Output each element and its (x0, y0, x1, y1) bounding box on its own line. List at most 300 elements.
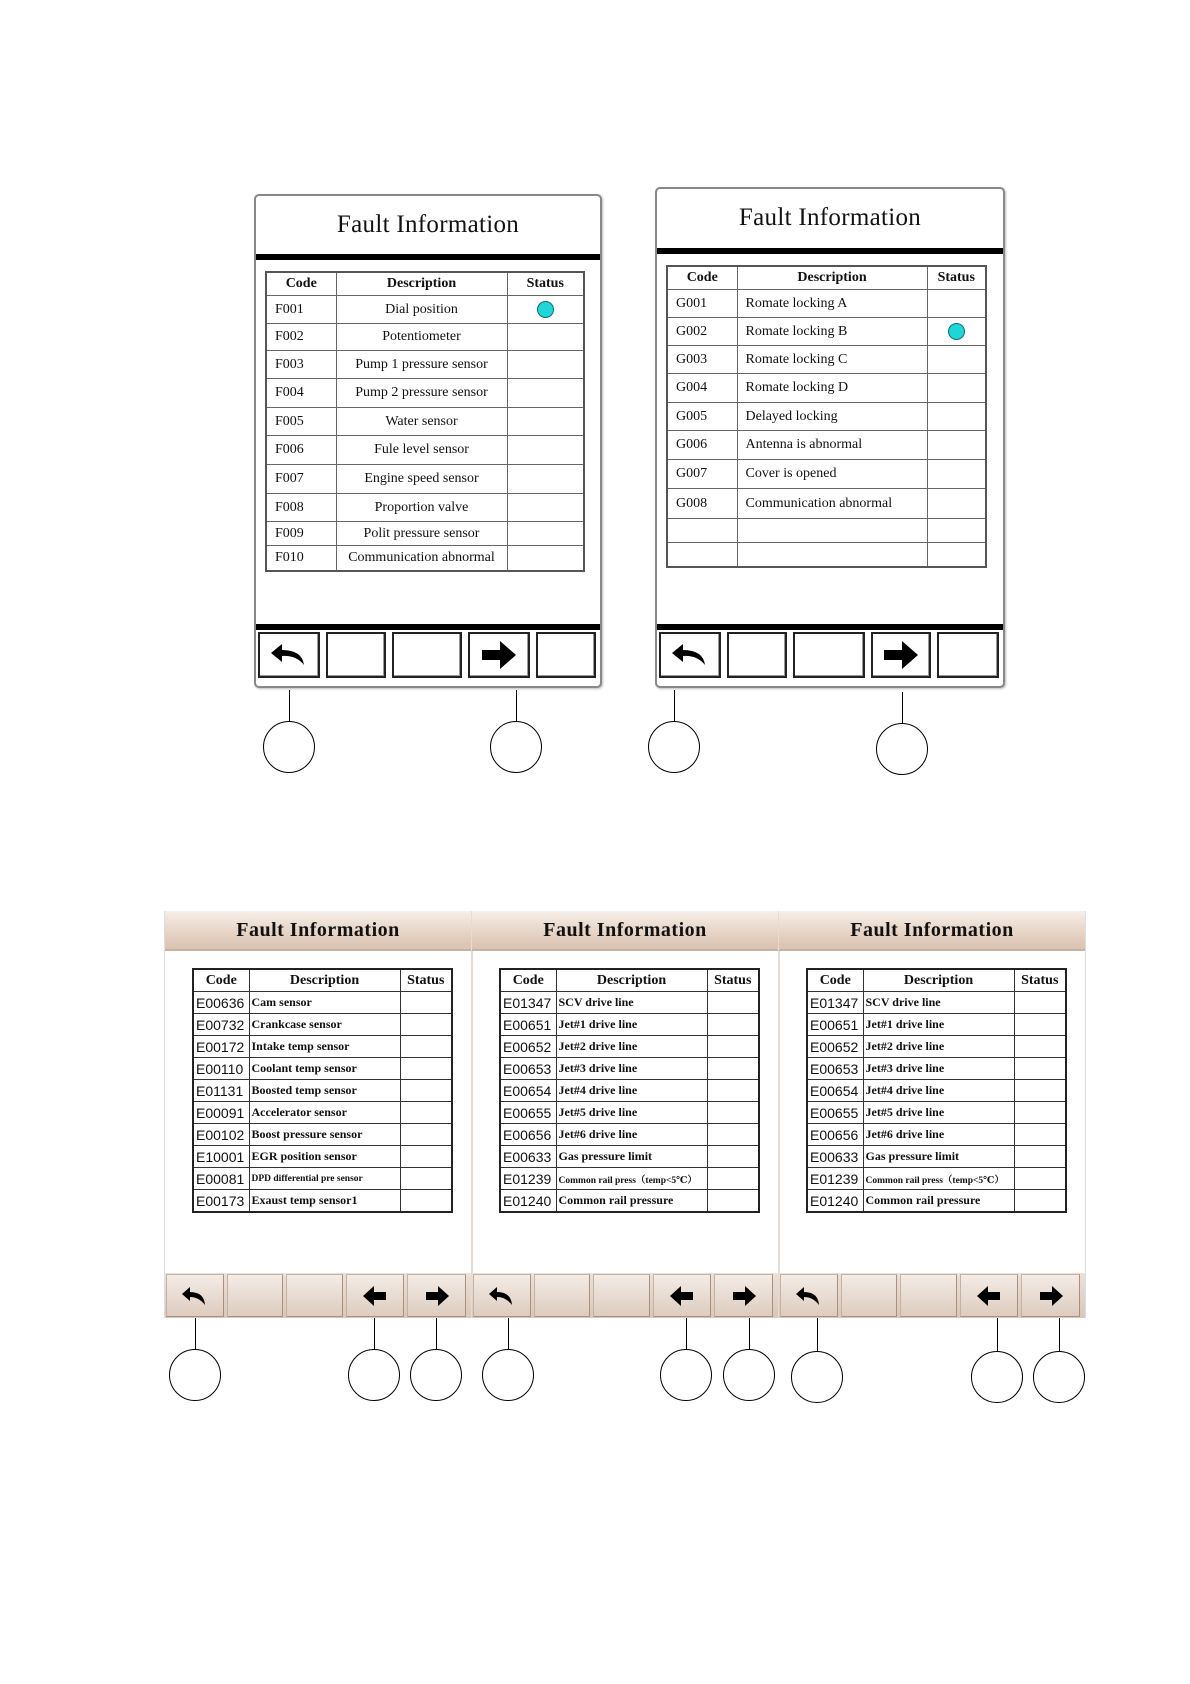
fault-status (927, 374, 986, 403)
table-row[interactable] (266, 324, 584, 351)
fault-description: Pump 2 pressure sensor (336, 379, 507, 408)
fault-table (806, 968, 1067, 1213)
fault-description: Romate locking C (737, 346, 927, 374)
empty-button-2[interactable] (793, 632, 865, 678)
fault-status (400, 1168, 452, 1190)
fault-table (192, 968, 453, 1213)
back-button[interactable] (659, 632, 721, 678)
fault-description: Polit pressure sensor (336, 522, 507, 546)
left-arrow-icon (667, 1283, 697, 1309)
back-arrow-icon (487, 1283, 517, 1309)
button-row (657, 630, 1003, 680)
fault-code (667, 543, 737, 567)
fault-code: F006 (266, 436, 336, 465)
callout-circle (876, 723, 928, 775)
table-row[interactable] (266, 494, 584, 522)
fault-description: Common rail press（temp<5℃） (556, 1168, 707, 1190)
fault-code: E00656 (807, 1124, 863, 1146)
table-row[interactable] (193, 1036, 452, 1058)
fault-status (400, 1190, 452, 1213)
table-row[interactable] (500, 1146, 759, 1168)
fault-description: Boost pressure sensor (249, 1124, 400, 1146)
callout-circle (1033, 1351, 1085, 1403)
callout-line (749, 1318, 750, 1350)
fault-description: Communication abnormal (336, 546, 507, 571)
right-arrow-icon (478, 638, 520, 672)
fault-status (927, 290, 986, 318)
fault-code: G006 (667, 431, 737, 460)
table-row[interactable] (667, 431, 986, 460)
fault-code: E01239 (500, 1168, 556, 1190)
fault-description: Jet#3 drive line (863, 1058, 1014, 1080)
table-header-row (500, 969, 759, 992)
fault-description: Engine speed sensor (336, 465, 507, 494)
fault-table (265, 271, 585, 572)
fault-code: F010 (266, 546, 336, 571)
fault-code: F005 (266, 408, 336, 436)
fault-code: E00091 (193, 1102, 249, 1124)
next-page-button[interactable] (407, 1274, 466, 1317)
fault-code: E00655 (807, 1102, 863, 1124)
fault-description: Jet#5 drive line (556, 1102, 707, 1124)
fault-code: E00653 (500, 1058, 556, 1080)
fault-code: E01347 (807, 992, 863, 1014)
table-row[interactable] (266, 546, 584, 571)
fault-code: G004 (667, 374, 737, 403)
header-status: Status (707, 969, 759, 992)
fault-code: E00652 (807, 1036, 863, 1058)
status-active-icon (948, 323, 965, 340)
fault-code: G007 (667, 460, 737, 489)
callout-line (686, 1318, 687, 1350)
next-page-button[interactable] (871, 632, 931, 678)
table-row[interactable] (667, 460, 986, 489)
fault-status (707, 1190, 759, 1213)
header-code: Code (266, 272, 336, 296)
title-divider (657, 248, 1003, 254)
fault-description: Jet#5 drive line (863, 1102, 1014, 1124)
fault-description: EGR position sensor (249, 1146, 400, 1168)
header-code: Code (500, 969, 556, 992)
callout-circle (660, 1349, 712, 1401)
table-row[interactable] (667, 290, 986, 318)
table-row[interactable] (667, 519, 986, 543)
fault-code: E00651 (807, 1014, 863, 1036)
fault-panel-2 (472, 911, 778, 1318)
table-row[interactable] (667, 374, 986, 403)
fault-status (507, 522, 584, 546)
fault-status (507, 546, 584, 571)
table-row[interactable] (500, 1036, 759, 1058)
button-row (256, 630, 600, 680)
fault-description: Antenna is abnormal (737, 431, 927, 460)
fault-code: E01239 (807, 1168, 863, 1190)
fault-code: E00081 (193, 1168, 249, 1190)
fault-code: E00110 (193, 1058, 249, 1080)
fault-status (400, 1102, 452, 1124)
empty-button-2[interactable] (392, 632, 462, 678)
fault-code: F009 (266, 522, 336, 546)
table-row[interactable] (193, 1190, 452, 1213)
fault-status (400, 992, 452, 1014)
fault-status (707, 1014, 759, 1036)
fault-description: Jet#2 drive line (556, 1036, 707, 1058)
fault-status (707, 1146, 759, 1168)
panel-title: Fault Information (165, 911, 471, 951)
fault-description: Gas pressure limit (863, 1146, 1014, 1168)
callout-circle (410, 1349, 462, 1401)
back-arrow-icon (669, 638, 711, 672)
fault-description: Jet#1 drive line (863, 1014, 1014, 1036)
fault-status (707, 1036, 759, 1058)
fault-status (507, 379, 584, 408)
fault-code: E00653 (807, 1058, 863, 1080)
fault-status (400, 1124, 452, 1146)
table-row[interactable] (500, 1014, 759, 1036)
table-row[interactable] (193, 1146, 452, 1168)
fault-status (400, 1036, 452, 1058)
left-arrow-icon (360, 1283, 390, 1309)
fault-description: Romate locking D (737, 374, 927, 403)
fault-code (667, 519, 737, 543)
right-arrow-icon (1036, 1283, 1066, 1309)
table-header-row (193, 969, 452, 992)
fault-description: Jet#6 drive line (556, 1124, 707, 1146)
back-button[interactable] (473, 1274, 531, 1317)
table-row[interactable] (807, 1146, 1066, 1168)
table-row[interactable] (667, 346, 986, 374)
fault-status (927, 318, 986, 346)
callout-circle (723, 1349, 775, 1401)
fault-code: F002 (266, 324, 336, 351)
empty-button-2[interactable] (900, 1274, 957, 1317)
right-arrow-icon (729, 1283, 759, 1309)
fault-status (1014, 1080, 1066, 1102)
button-row (472, 1273, 778, 1318)
table-row[interactable] (193, 1014, 452, 1036)
table-row[interactable] (807, 1124, 1066, 1146)
table-header-row (807, 969, 1066, 992)
fault-status (1014, 1102, 1066, 1124)
table-row[interactable] (266, 379, 584, 408)
fault-description: Intake temp sensor (249, 1036, 400, 1058)
table-row[interactable] (807, 1080, 1066, 1102)
empty-button-1[interactable] (326, 632, 386, 678)
table-row[interactable] (193, 1058, 452, 1080)
table-row[interactable] (807, 1058, 1066, 1080)
table-row[interactable] (193, 1168, 452, 1190)
header-description: Description (249, 969, 400, 992)
fault-code: E00633 (500, 1146, 556, 1168)
callout-line (817, 1318, 818, 1352)
fault-description: Jet#3 drive line (556, 1058, 707, 1080)
header-status: Status (400, 969, 452, 992)
fault-description: Jet#4 drive line (556, 1080, 707, 1102)
fault-description: Crankcase sensor (249, 1014, 400, 1036)
fault-description: Pump 1 pressure sensor (336, 351, 507, 379)
fault-description: DPD differential pre sensor (249, 1168, 400, 1190)
header-code: Code (807, 969, 863, 992)
header-description: Description (336, 272, 507, 296)
fault-code: G008 (667, 489, 737, 519)
table-row[interactable] (266, 351, 584, 379)
fault-description: Jet#2 drive line (863, 1036, 1014, 1058)
fault-description: Fule level sensor (336, 436, 507, 465)
fault-code: F008 (266, 494, 336, 522)
header-code: Code (667, 266, 737, 290)
callout-circle (169, 1349, 221, 1401)
empty-button-1[interactable] (727, 632, 787, 678)
table-row[interactable] (500, 1058, 759, 1080)
empty-button-1[interactable] (534, 1274, 590, 1317)
fault-status (927, 460, 986, 489)
fault-description: Cover is opened (737, 460, 927, 489)
table-row[interactable] (500, 1190, 759, 1213)
fault-status (1014, 1036, 1066, 1058)
fault-description: Gas pressure limit (556, 1146, 707, 1168)
next-page-button[interactable] (1021, 1274, 1080, 1317)
fault-code: G001 (667, 290, 737, 318)
fault-code: F004 (266, 379, 336, 408)
table-row[interactable] (266, 296, 584, 324)
fault-code: E01131 (193, 1080, 249, 1102)
callout-line (997, 1318, 998, 1352)
header-description: Description (863, 969, 1014, 992)
table-row[interactable] (667, 403, 986, 431)
fault-status (507, 351, 584, 379)
table-row[interactable] (266, 522, 584, 546)
callout-line (508, 1318, 509, 1350)
callout-circle (490, 721, 542, 773)
screen-title: Fault Information (336, 211, 520, 238)
fault-status (507, 436, 584, 465)
fault-status (507, 408, 584, 436)
callout-circle (263, 721, 315, 773)
fault-status (927, 489, 986, 519)
fault-code: E00654 (500, 1080, 556, 1102)
callout-line (674, 690, 675, 722)
fault-description: Water sensor (336, 408, 507, 436)
header-description: Description (737, 266, 927, 290)
fault-description: Romate locking A (737, 290, 927, 318)
fault-status (1014, 1146, 1066, 1168)
fault-status (707, 1102, 759, 1124)
fault-code: F003 (266, 351, 336, 379)
callout-line (374, 1318, 375, 1350)
fault-status (1014, 1124, 1066, 1146)
table-row[interactable] (500, 1102, 759, 1124)
fault-code: G002 (667, 318, 737, 346)
fault-description: SCV drive line (556, 992, 707, 1014)
fault-code: F007 (266, 465, 336, 494)
fault-description: Dial position (336, 296, 507, 324)
fault-description: Common rail press（temp<5℃） (863, 1168, 1014, 1190)
fault-status (507, 324, 584, 351)
table-row[interactable] (807, 1014, 1066, 1036)
callout-circle (648, 721, 700, 773)
fault-status (400, 1058, 452, 1080)
callout-circle (971, 1351, 1023, 1403)
fault-status (1014, 1190, 1066, 1213)
fault-screen-remote (655, 187, 1005, 688)
fault-description: Jet#4 drive line (863, 1080, 1014, 1102)
fault-panel-3 (779, 911, 1085, 1318)
fault-panel-1 (165, 911, 471, 1318)
fault-status (927, 519, 986, 543)
fault-code: E00102 (193, 1124, 249, 1146)
fault-code: E10001 (193, 1146, 249, 1168)
fault-description (737, 543, 927, 567)
table-row[interactable] (667, 318, 986, 346)
empty-button-3[interactable] (937, 632, 999, 678)
fault-status (400, 1146, 452, 1168)
table-row[interactable] (807, 1036, 1066, 1058)
empty-button-2[interactable] (286, 1274, 343, 1317)
fault-description: SCV drive line (863, 992, 1014, 1014)
table-row[interactable] (500, 1080, 759, 1102)
fault-screens-ecu (164, 911, 1086, 1318)
screen-title: Fault Information (738, 204, 922, 231)
next-page-button[interactable] (714, 1274, 773, 1317)
fault-status (927, 431, 986, 460)
callout-line (516, 690, 517, 722)
back-arrow-icon (268, 638, 310, 672)
fault-code: E00732 (193, 1014, 249, 1036)
fault-status (927, 346, 986, 374)
fault-status (707, 1168, 759, 1190)
callout-circle (348, 1349, 400, 1401)
empty-button-2[interactable] (593, 1274, 650, 1317)
table-row[interactable] (500, 992, 759, 1014)
table-row[interactable] (266, 436, 584, 465)
fault-status (707, 1058, 759, 1080)
fault-status (507, 296, 584, 324)
table-row[interactable] (667, 543, 986, 567)
callout-circle (791, 1351, 843, 1403)
table-header-row (667, 266, 986, 290)
fault-description: Exaust temp sensor1 (249, 1190, 400, 1213)
back-button[interactable] (166, 1274, 224, 1317)
table-row[interactable] (193, 1124, 452, 1146)
fault-status (1014, 992, 1066, 1014)
back-arrow-icon (794, 1283, 824, 1309)
fault-code: E00652 (500, 1036, 556, 1058)
empty-button-1[interactable] (227, 1274, 283, 1317)
next-page-button[interactable] (468, 632, 530, 678)
header-status: Status (1014, 969, 1066, 992)
button-row (779, 1273, 1085, 1318)
table-row[interactable] (807, 992, 1066, 1014)
fault-description: Jet#6 drive line (863, 1124, 1014, 1146)
table-row[interactable] (500, 1168, 759, 1190)
fault-table (499, 968, 760, 1213)
left-arrow-icon (974, 1283, 1004, 1309)
fault-status (400, 1014, 452, 1036)
fault-code: E00654 (807, 1080, 863, 1102)
fault-description: Potentiometer (336, 324, 507, 351)
back-button[interactable] (258, 632, 320, 678)
panel-title: Fault Information (472, 911, 778, 951)
back-button[interactable] (780, 1274, 838, 1317)
fault-description: Jet#1 drive line (556, 1014, 707, 1036)
fault-code: G005 (667, 403, 737, 431)
fault-screen-engine (254, 194, 602, 688)
table-row[interactable] (266, 465, 584, 494)
fault-description: Communication abnormal (737, 489, 927, 519)
table-header-row (266, 272, 584, 296)
empty-button-1[interactable] (841, 1274, 897, 1317)
fault-description: Delayed locking (737, 403, 927, 431)
table-row[interactable] (266, 408, 584, 436)
callout-circle (482, 1349, 534, 1401)
fault-code: E00633 (807, 1146, 863, 1168)
fault-status (507, 494, 584, 522)
callout-line (195, 1318, 196, 1350)
table-row[interactable] (193, 1080, 452, 1102)
header-status: Status (927, 266, 986, 290)
fault-code: E01347 (500, 992, 556, 1014)
button-row (165, 1273, 471, 1318)
callout-line (1059, 1318, 1060, 1352)
table-row[interactable] (667, 489, 986, 519)
table-row[interactable] (807, 1168, 1066, 1190)
fault-code: E00651 (500, 1014, 556, 1036)
fault-status (707, 992, 759, 1014)
fault-code: E00656 (500, 1124, 556, 1146)
fault-description (737, 519, 927, 543)
fault-status (707, 1124, 759, 1146)
callout-line (902, 692, 903, 724)
fault-description: Proportion valve (336, 494, 507, 522)
table-row[interactable] (193, 1102, 452, 1124)
fault-description: Romate locking B (737, 318, 927, 346)
fault-status (1014, 1058, 1066, 1080)
fault-description: Common rail pressure (556, 1190, 707, 1213)
fault-description: Accelerator sensor (249, 1102, 400, 1124)
table-row[interactable] (193, 992, 452, 1014)
back-arrow-icon (180, 1283, 210, 1309)
right-arrow-icon (422, 1283, 452, 1309)
panel-title: Fault Information (779, 911, 1085, 951)
fault-status (927, 403, 986, 431)
empty-button-3[interactable] (536, 632, 596, 678)
fault-code: E01240 (500, 1190, 556, 1213)
fault-code: E00172 (193, 1036, 249, 1058)
fault-description: Boosted temp sensor (249, 1080, 400, 1102)
fault-status (1014, 1168, 1066, 1190)
table-row[interactable] (807, 1190, 1066, 1213)
fault-status (400, 1080, 452, 1102)
table-row[interactable] (807, 1102, 1066, 1124)
fault-code: G003 (667, 346, 737, 374)
header-code: Code (193, 969, 249, 992)
prev-page-button[interactable] (960, 1274, 1018, 1317)
prev-page-button[interactable] (346, 1274, 404, 1317)
fault-code: E00655 (500, 1102, 556, 1124)
fault-table (666, 265, 987, 568)
callout-line (436, 1318, 437, 1350)
fault-status (507, 465, 584, 494)
fault-status (1014, 1014, 1066, 1036)
fault-code: E00173 (193, 1190, 249, 1213)
table-row[interactable] (500, 1124, 759, 1146)
fault-status (927, 543, 986, 567)
fault-description: Cam sensor (249, 992, 400, 1014)
prev-page-button[interactable] (653, 1274, 711, 1317)
fault-description: Coolant temp sensor (249, 1058, 400, 1080)
header-status: Status (507, 272, 584, 296)
callout-line (289, 690, 290, 722)
